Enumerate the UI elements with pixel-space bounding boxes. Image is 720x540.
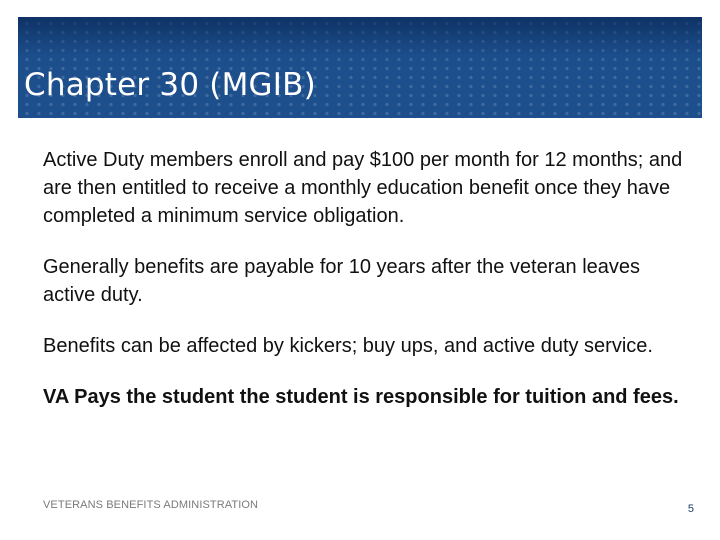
paragraph-kickers: Benefits can be affected by kickers; buy ups, and active duty service. — [43, 335, 653, 357]
paragraph-va-pays: VA Pays the student the student is responsible for tuition and fees. — [43, 386, 679, 408]
paragraph-enrollment: Active Duty members enroll and pay $100 per month for 12 months; and are then entitled to receive a monthly education benefit once they have completed a minimum service obligation. — [43, 149, 683, 227]
page-number: 5 — [687, 503, 694, 515]
header-banner — [18, 17, 702, 118]
slide-body — [43, 146, 693, 434]
slide-title: Chapter 30 (MGIB) — [24, 67, 316, 103]
footer-organization: VETERANS BENEFITS ADMINISTRATION — [43, 499, 259, 511]
paragraph-payable-period: Generally benefits are payable for 10 years after the veteran leaves active duty. — [43, 256, 641, 306]
